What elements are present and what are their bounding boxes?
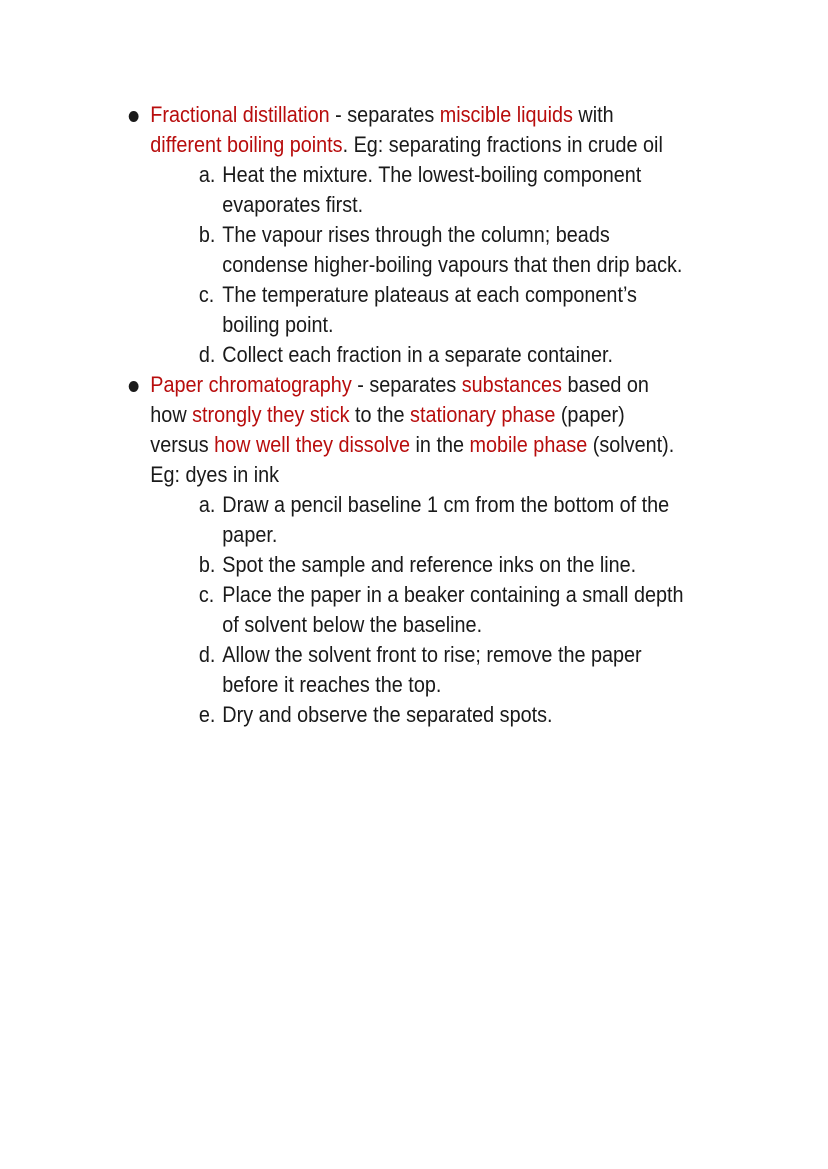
bullet-fractional-distillation	[126, 100, 684, 370]
term-strongly-they-stick: strongly they stick	[192, 402, 350, 427]
step-letter: b.	[198, 552, 216, 577]
step-item	[199, 580, 684, 640]
intro-text: based on how	[150, 372, 649, 427]
bullet-paper-chromatography	[126, 370, 684, 730]
step-text: The vapour rises through the column; beads condense higher-boiling vapours that then drip back.	[222, 222, 683, 277]
intro-text: (solvent). Eg: dyes in ink	[150, 432, 675, 487]
intro-text: with	[572, 102, 614, 127]
bullet-intro	[150, 370, 684, 490]
term-mobile-phase: mobile phase	[469, 432, 588, 457]
step-letter: c.	[198, 582, 215, 607]
step-text: The temperature plateaus at each component’s boiling point.	[222, 282, 637, 337]
step-text: Heat the mixture. The lowest-boiling component evaporates first.	[222, 162, 642, 217]
step-text: Dry and observe the separated spots.	[222, 702, 553, 727]
step-letter: e.	[198, 702, 216, 727]
term-how-well-they-dissolve: how well they dissolve	[214, 432, 411, 457]
bullet-intro	[150, 100, 684, 160]
step-letter: b.	[198, 222, 216, 247]
step-text: Allow the solvent front to rise; remove the paper before it reaches the top.	[222, 642, 642, 697]
step-item	[199, 220, 684, 280]
intro-text: (paper) versus	[150, 402, 625, 457]
term-substances: substances	[461, 372, 562, 397]
step-letter: a.	[198, 492, 216, 517]
step-letter: d.	[198, 642, 216, 667]
step-item	[199, 490, 684, 550]
term-miscible-liquids: miscible liquids	[439, 102, 573, 127]
step-item	[199, 280, 684, 340]
term-different-boiling-points: different boiling points	[150, 132, 343, 157]
step-item	[199, 340, 684, 370]
step-text: Spot the sample and reference inks on the line.	[222, 552, 637, 577]
step-item	[199, 550, 684, 580]
term-stationary-phase: stationary phase	[410, 402, 556, 427]
term-paper-chromatography: Paper chromatography	[150, 372, 352, 397]
intro-text: in the	[410, 432, 470, 457]
step-text: Collect each fraction in a separate container.	[222, 342, 614, 367]
intro-text: - separates	[329, 102, 440, 127]
step-letter: a.	[198, 162, 216, 187]
step-letter: d.	[198, 342, 216, 367]
step-text: Place the paper in a beaker containing a small depth of solvent below the baseline.	[222, 582, 684, 637]
bullet-list	[126, 100, 684, 730]
intro-text: - separates	[351, 372, 462, 397]
step-list	[150, 490, 684, 730]
step-item	[199, 640, 684, 700]
intro-text: . Eg: separating fractions in crude oil	[342, 132, 663, 157]
step-text: Draw a pencil baseline 1 cm from the bottom of the paper.	[222, 492, 670, 547]
notes-page	[126, 100, 684, 730]
step-item	[199, 160, 684, 220]
intro-text: to the	[349, 402, 411, 427]
step-list	[150, 160, 684, 370]
step-letter: c.	[198, 282, 215, 307]
term-fractional-distillation: Fractional distillation	[150, 102, 330, 127]
step-item	[199, 700, 684, 730]
